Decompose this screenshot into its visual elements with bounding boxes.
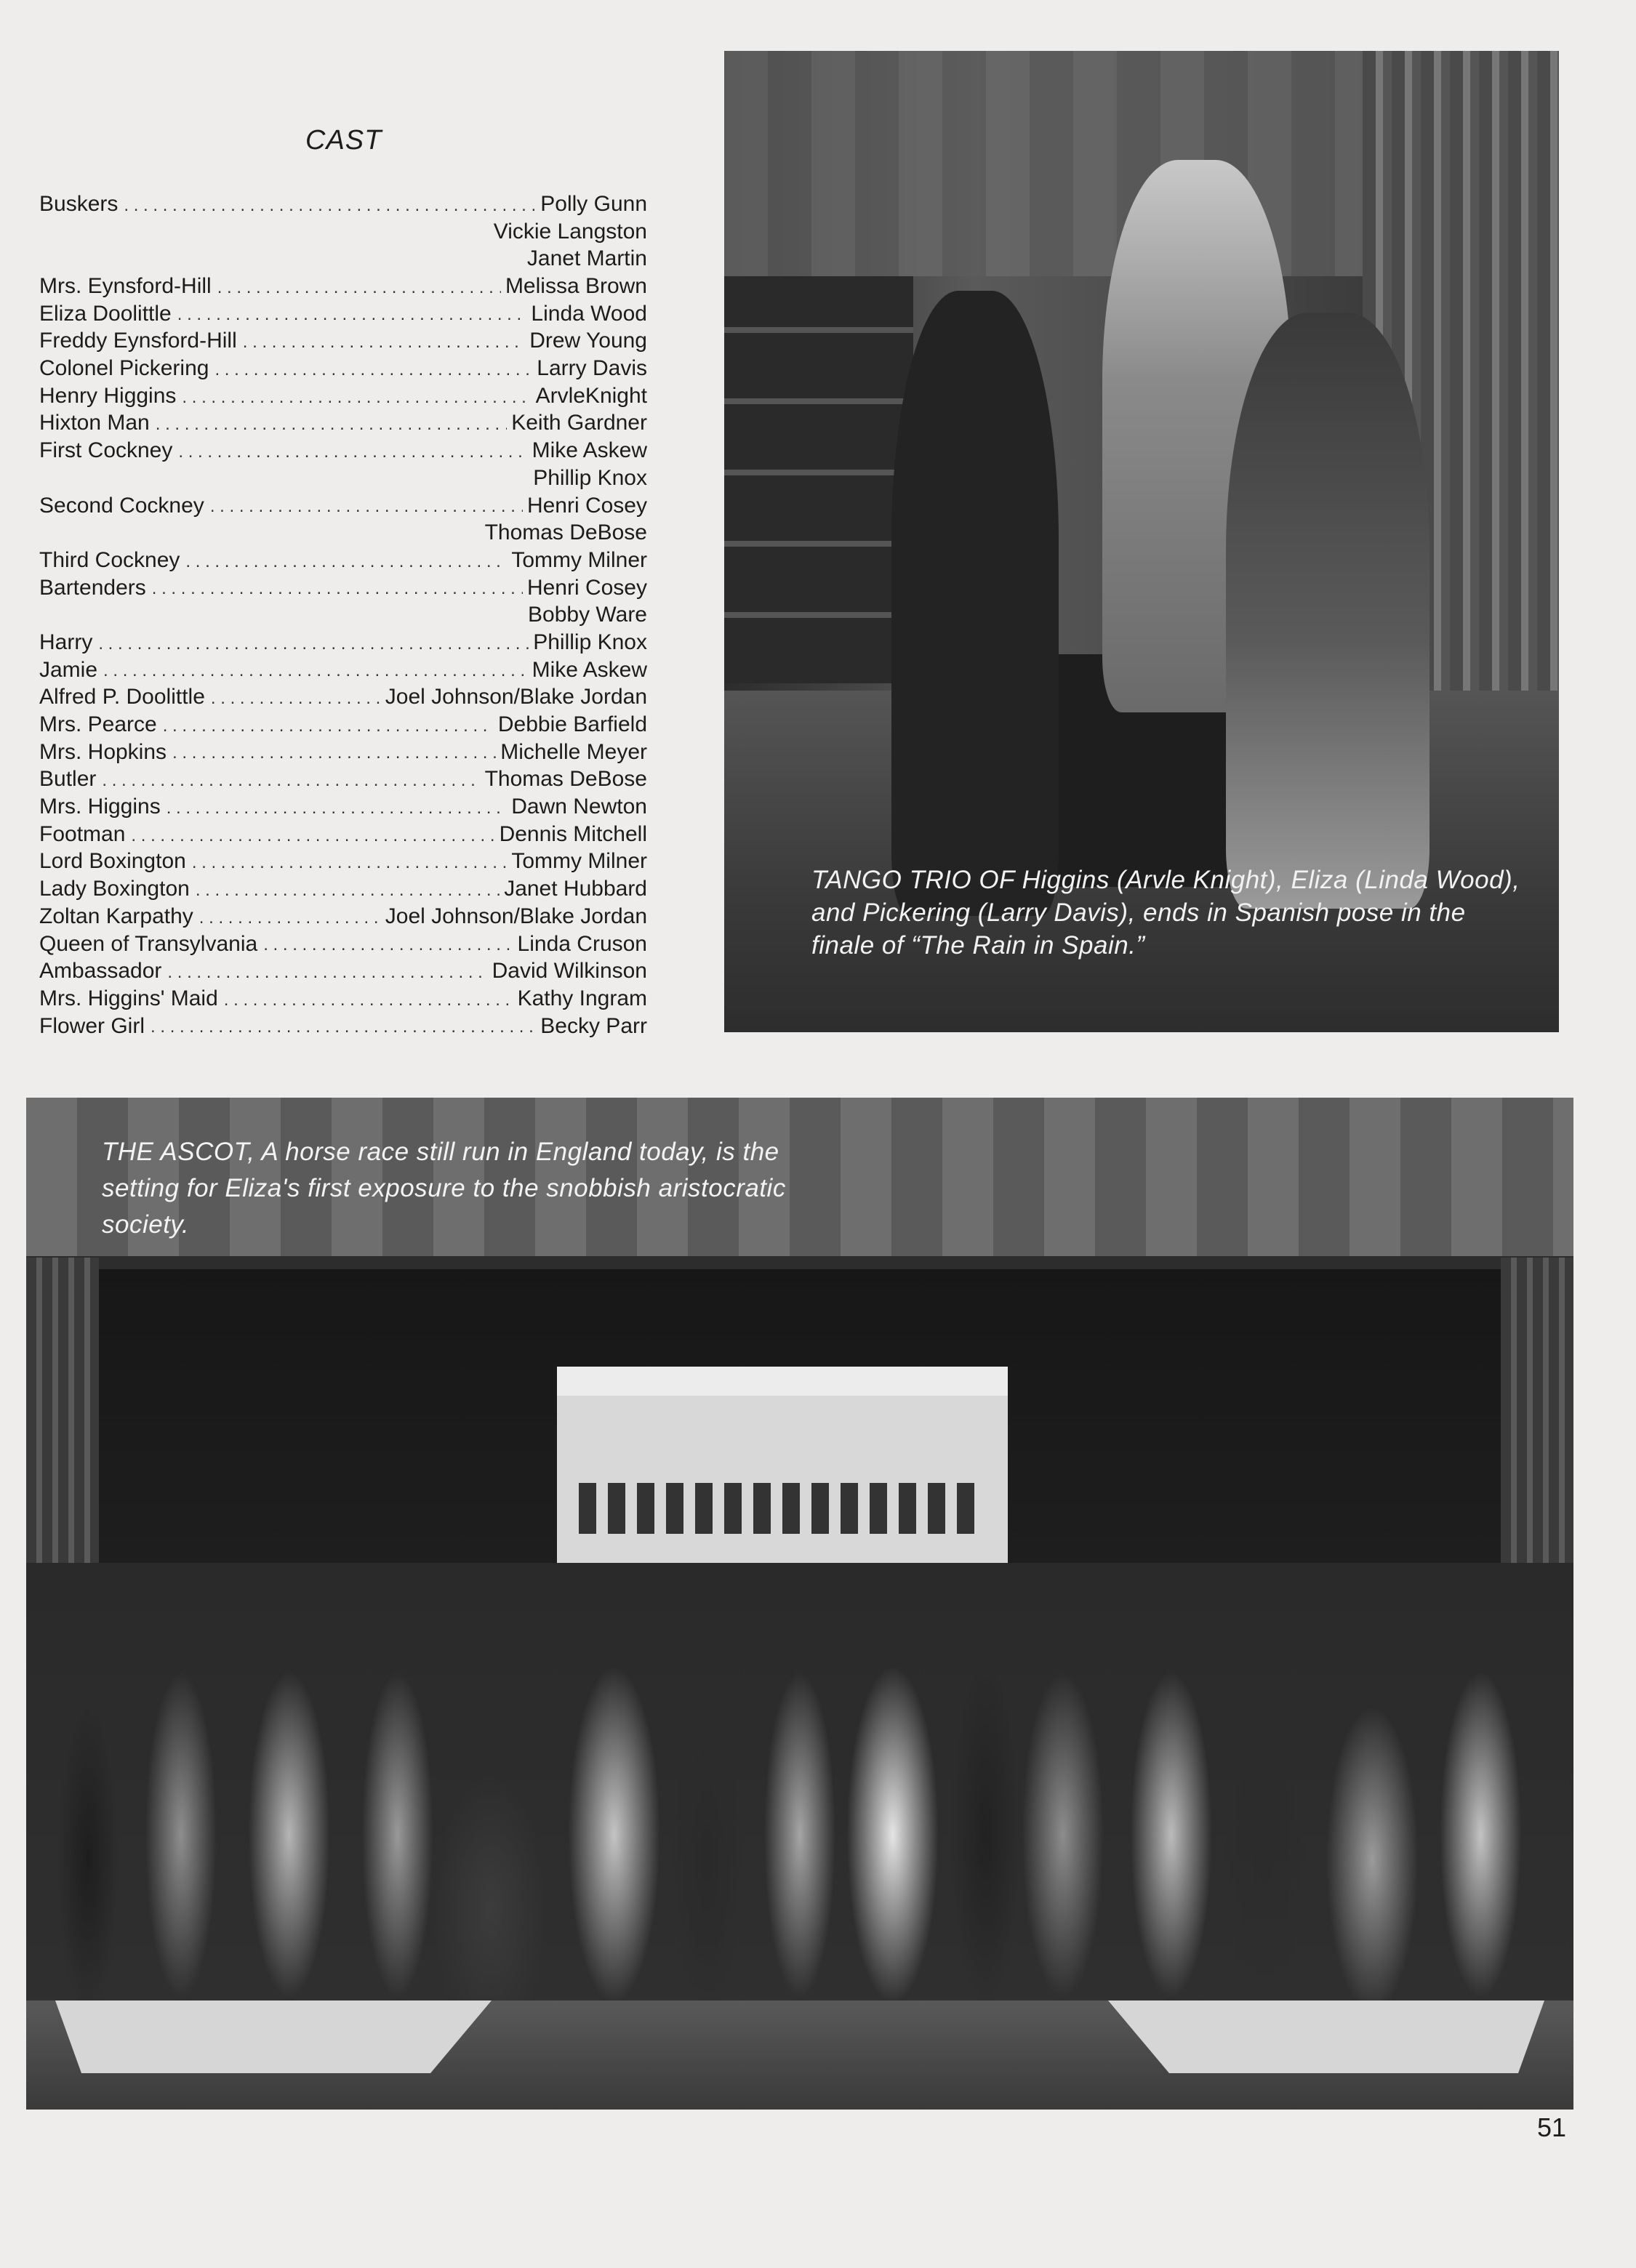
tango-trio-photo — [724, 51, 1559, 1032]
cast-entry — [39, 793, 647, 821]
cast-title: CAST — [305, 125, 382, 156]
cast-leader-dots — [124, 193, 536, 218]
cast-actor: Mike Askew — [532, 438, 647, 463]
cast-entry — [39, 848, 647, 876]
cast-leader-dots — [243, 330, 525, 355]
cast-entry — [39, 492, 647, 520]
cast-role: Ambassador — [39, 959, 162, 984]
cast-actor: Henri Cosey — [526, 493, 647, 518]
cast-entry — [39, 903, 647, 930]
cast-actor: Tommy Milner — [511, 547, 647, 572]
cast-role: Footman — [39, 821, 126, 846]
photo-shelves — [724, 276, 913, 683]
cast-entry — [39, 683, 647, 711]
cast-entry — [39, 327, 647, 355]
cast-actor: Linda Cruson — [517, 931, 647, 956]
cast-entry — [39, 519, 647, 547]
tango-trio-caption: TANGO TRIO OF Higgins (Arvle Knight), Eliza (Linda Wood), and Pickering (Larry Davis), ends in Spanish pose in the finale of “The Rain in Spain.” — [811, 866, 1520, 960]
cast-leader-dots — [217, 276, 501, 300]
cast-actor: Janet Hubbard — [504, 877, 647, 901]
cast-actor: Melissa Brown — [505, 274, 647, 299]
cast-entry — [39, 382, 647, 410]
cast-role: Second Cockney — [39, 493, 204, 518]
stage-apron-right — [1108, 2000, 1544, 2073]
stage-apron-left — [55, 2000, 492, 2073]
cast-role: Queen of Transylvania — [39, 931, 258, 956]
cast-actor: David Wilkinson — [492, 959, 647, 984]
cast-role: Mrs. Hopkins — [39, 739, 167, 764]
cast-entry — [39, 437, 647, 465]
cast-role: Lord Boxington — [39, 849, 186, 874]
cast-role: Jamie — [39, 657, 98, 682]
cast-actor: Michelle Meyer — [500, 739, 647, 764]
cast-entry — [39, 190, 647, 218]
cast-actor: Phillip Knox — [533, 630, 647, 654]
cast-role: Alfred P. Doolittle — [39, 685, 205, 709]
cast-leader-dots — [210, 494, 523, 519]
cast-entry — [39, 629, 647, 656]
cast-leader-dots — [199, 906, 381, 930]
cast-role: Bartenders — [39, 575, 146, 600]
photo-figure-left — [891, 291, 1059, 916]
cast-leader-dots — [156, 412, 507, 437]
cast-entry — [39, 601, 647, 629]
cast-role: Flower Girl — [39, 1013, 145, 1038]
cast-entry — [39, 218, 647, 246]
cast-actor: Dennis Mitchell — [499, 821, 647, 846]
cast-role: Mrs. Higgins' Maid — [39, 986, 218, 1010]
cast-leader-dots — [163, 714, 494, 739]
cast-role: Eliza Doolittle — [39, 301, 172, 326]
cast-entry — [39, 739, 647, 766]
cast-entry — [39, 300, 647, 328]
cast-crowd — [26, 1563, 1573, 2057]
cast-leader-dots — [172, 741, 496, 765]
cast-leader-dots — [178, 440, 527, 465]
ascot-photo — [26, 1098, 1573, 2110]
cast-entry — [39, 1013, 647, 1040]
cast-leader-dots — [211, 686, 381, 711]
cast-leader-dots — [185, 550, 507, 574]
cast-role: Zoltan Karpathy — [39, 904, 193, 928]
cast-actor: Thomas DeBose — [484, 520, 647, 545]
cast-role: Harry — [39, 630, 93, 654]
cast-entry — [39, 273, 647, 300]
cast-actor: Larry Davis — [537, 356, 647, 381]
cast-leader-dots — [263, 933, 513, 957]
cast-leader-dots — [224, 988, 513, 1013]
cast-actor: Joel Johnson/Blake Jordan — [385, 904, 647, 928]
cast-entry — [39, 985, 647, 1013]
cast-entry — [39, 547, 647, 574]
cast-entry — [39, 930, 647, 958]
cast-role: Hixton Man — [39, 411, 150, 435]
stage-valance-edge — [26, 1256, 1573, 1269]
cast-actor: Vickie Langston — [493, 219, 647, 244]
cast-entry — [39, 410, 647, 438]
cast-role: Freddy Eynsford-Hill — [39, 329, 237, 353]
cast-leader-dots — [192, 850, 508, 875]
cast-actor: Henri Cosey — [526, 575, 647, 600]
cast-list — [39, 190, 647, 1040]
cast-actor: Tommy Milner — [511, 849, 647, 874]
cast-role: Colonel Pickering — [39, 356, 209, 381]
cast-entry — [39, 574, 647, 602]
cast-role: Henry Higgins — [39, 383, 177, 408]
cast-entry — [39, 245, 647, 273]
cast-actor: Janet Martin — [526, 246, 647, 271]
cast-actor: Bobby Ware — [528, 603, 647, 627]
cast-actor: Phillip Knox — [533, 465, 647, 490]
cast-leader-dots — [98, 632, 529, 656]
cast-actor: Dawn Newton — [511, 795, 647, 819]
page-number: 51 — [1537, 2112, 1567, 2142]
cast-actor: Keith Gardner — [511, 411, 647, 435]
cast-entry — [39, 765, 647, 793]
cast-leader-dots — [103, 659, 528, 683]
cast-actor: Drew Young — [529, 329, 647, 353]
cast-leader-dots — [152, 576, 523, 601]
cast-actor: Becky Parr — [540, 1013, 647, 1038]
cast-entry — [39, 656, 647, 684]
cast-leader-dots — [131, 824, 494, 848]
cast-leader-dots — [196, 878, 500, 903]
cast-entry — [39, 821, 647, 848]
cast-role: Buskers — [39, 191, 119, 216]
gazebo-windows — [579, 1483, 986, 1534]
cast-leader-dots — [214, 358, 532, 382]
cast-role: Lady Boxington — [39, 877, 190, 901]
cast-leader-dots — [102, 768, 480, 793]
cast-actor: Polly Gunn — [540, 191, 647, 216]
cast-entry — [39, 875, 647, 903]
cast-actor: Kathy Ingram — [517, 986, 647, 1010]
cast-actor: Linda Wood — [531, 301, 647, 326]
photo-figure-right — [1226, 313, 1430, 909]
cast-entry — [39, 465, 647, 492]
stage-floor — [26, 2000, 1573, 2110]
ascot-caption: THE ASCOT, A horse race still run in England today, is the setting for Eliza's first exposure to the snobbish aristocratic society. — [102, 1138, 786, 1239]
cast-entry — [39, 355, 647, 382]
cast-leader-dots — [167, 960, 487, 985]
cast-entry — [39, 711, 647, 739]
cast-leader-dots — [151, 1015, 536, 1040]
cast-role: Mrs. Pearce — [39, 712, 157, 737]
cast-role: Butler — [39, 767, 97, 792]
cast-actor: Mike Askew — [532, 657, 647, 682]
cast-leader-dots — [182, 385, 531, 410]
cast-leader-dots — [167, 796, 508, 821]
cast-leader-dots — [177, 302, 527, 327]
cast-entry — [39, 957, 647, 985]
cast-role: Mrs. Higgins — [39, 795, 161, 819]
cast-actor: Debbie Barfield — [497, 712, 647, 737]
cast-actor: Joel Johnson/Blake Jordan — [385, 685, 647, 709]
cast-actor: ArvleKnight — [535, 383, 647, 408]
cast-role: Mrs. Eynsford-Hill — [39, 274, 212, 299]
cast-role: Third Cockney — [39, 547, 180, 572]
cast-role: First Cockney — [39, 438, 173, 463]
cast-actor: Thomas DeBose — [484, 767, 647, 792]
